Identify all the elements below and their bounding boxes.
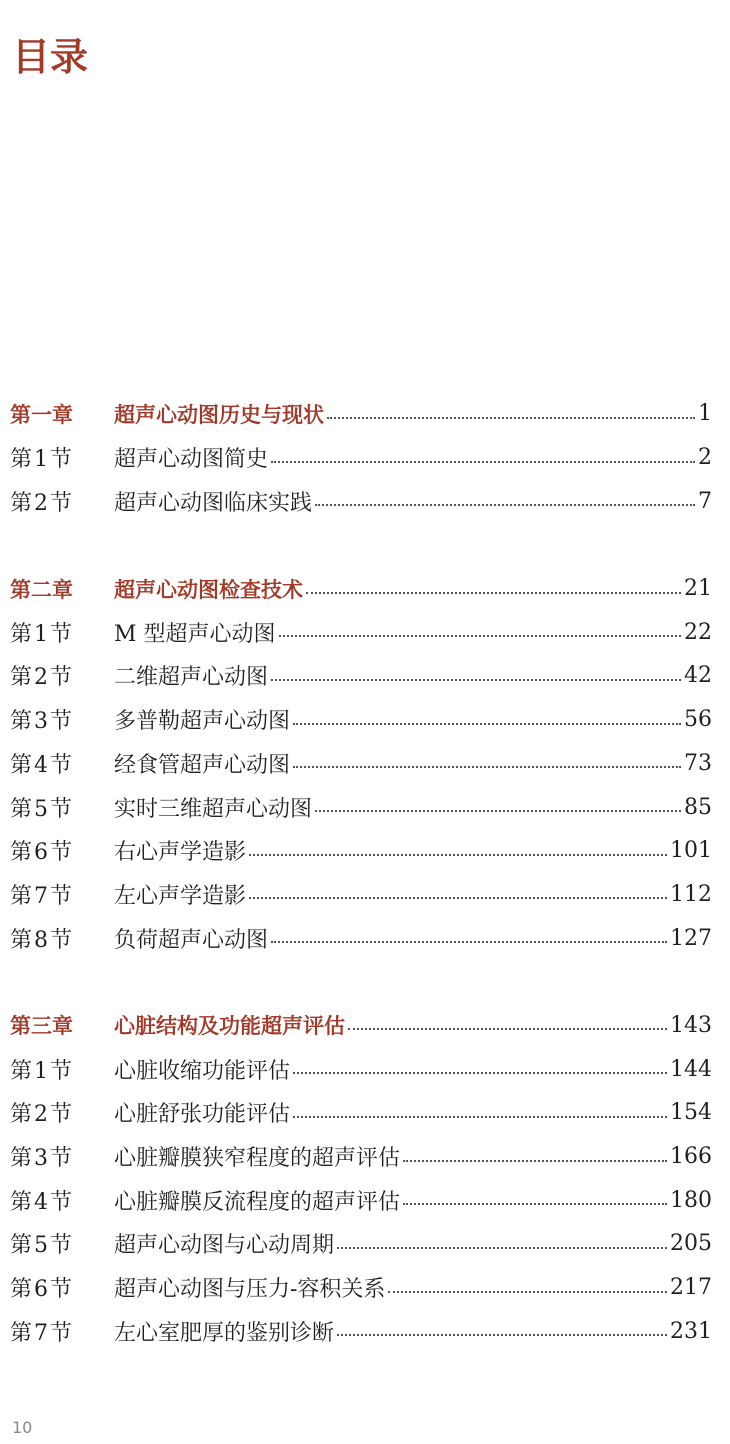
- section-label-suffix: 节: [50, 1189, 73, 1215]
- section-label: [0, 1185, 114, 1216]
- section-label: [0, 1316, 114, 1347]
- section-label-prefix: 第: [10, 490, 33, 516]
- section-entry[interactable]: [0, 785, 730, 829]
- section-title: 左心声学造影: [114, 883, 247, 909]
- section-entry[interactable]: [0, 479, 730, 523]
- dot-leader: [337, 1247, 667, 1249]
- section-page-number: 217: [670, 1275, 712, 1301]
- section-label: [0, 1272, 114, 1303]
- section-title: 超声心动图简史: [114, 447, 269, 473]
- section-entry[interactable]: [0, 1047, 730, 1091]
- section-title: M 型超声心动图: [114, 621, 276, 647]
- dot-leader: [315, 504, 695, 506]
- section-label-suffix: 节: [50, 1102, 73, 1128]
- section-entry[interactable]: [0, 742, 730, 786]
- section-label-suffix: 节: [50, 752, 73, 778]
- section-title: 心脏舒张功能评估: [114, 1102, 291, 1128]
- section-label-prefix: 第: [10, 1146, 33, 1172]
- section-title: 二维超声心动图: [114, 665, 269, 691]
- section-label: [0, 792, 114, 823]
- section-page-number: 180: [670, 1187, 712, 1213]
- section-page-number: 22: [684, 619, 712, 645]
- section-number: 1: [34, 1058, 49, 1084]
- section-title: 左心室肥厚的鉴别诊断: [114, 1320, 335, 1346]
- section-number: 2: [34, 665, 49, 691]
- chapter-page-number: 143: [670, 1012, 712, 1038]
- dot-leader: [337, 1334, 667, 1336]
- dot-leader: [249, 897, 667, 899]
- section-label-suffix: 节: [50, 490, 73, 516]
- section-label-suffix: 节: [50, 447, 73, 473]
- section-label-suffix: 节: [50, 665, 73, 691]
- section-page-number: 7: [698, 488, 712, 514]
- chapter-group: [0, 392, 730, 523]
- section-entry[interactable]: [0, 829, 730, 873]
- section-label-suffix: 节: [50, 1058, 73, 1084]
- table-of-contents: [0, 392, 730, 1397]
- section-title: 超声心动图与心动周期: [114, 1233, 335, 1259]
- dot-leader: [279, 635, 681, 637]
- section-label-prefix: 第: [10, 1189, 33, 1215]
- section-label: [0, 617, 114, 648]
- dot-leader: [249, 854, 667, 856]
- section-title: 超声心动图与压力-容积关系: [114, 1277, 386, 1303]
- section-title: 经食管超声心动图: [114, 752, 291, 778]
- section-page-number: 166: [670, 1144, 712, 1170]
- section-label: [0, 660, 114, 691]
- section-entry[interactable]: [0, 1222, 730, 1266]
- section-label-prefix: 第: [10, 1320, 33, 1346]
- section-label: [0, 835, 114, 866]
- section-label-suffix: 节: [50, 621, 73, 647]
- section-label-prefix: 第: [10, 752, 33, 778]
- section-label-suffix: 节: [50, 796, 73, 822]
- section-label-suffix: 节: [50, 1320, 73, 1346]
- section-entry[interactable]: [0, 610, 730, 654]
- section-page-number: 42: [684, 663, 712, 689]
- section-page-number: 205: [670, 1231, 712, 1257]
- section-title: 多普勒超声心动图: [114, 709, 291, 735]
- section-page-number: 231: [670, 1318, 712, 1344]
- dot-leader: [403, 1160, 667, 1162]
- section-title: 心脏瓣膜狭窄程度的超声评估: [114, 1146, 401, 1172]
- section-label-prefix: 第: [10, 927, 33, 953]
- section-title: 右心声学造影: [114, 840, 247, 866]
- section-label: [0, 442, 114, 473]
- section-title: 心脏收缩功能评估: [114, 1058, 291, 1084]
- chapter-label: 第一章: [10, 402, 73, 427]
- section-page-number: 112: [670, 881, 712, 907]
- page-number: 10: [12, 1418, 33, 1437]
- section-label-prefix: 第: [10, 621, 33, 647]
- chapter-page-number: 1: [698, 401, 712, 427]
- section-number: 6: [34, 840, 49, 866]
- section-entry[interactable]: [0, 873, 730, 917]
- section-number: 1: [34, 447, 49, 473]
- section-title: 心脏瓣膜反流程度的超声评估: [114, 1189, 401, 1215]
- dot-leader: [315, 810, 681, 812]
- section-entry[interactable]: [0, 1135, 730, 1179]
- chapter-entry[interactable]: [0, 1004, 730, 1048]
- section-label: [0, 879, 114, 910]
- section-label-suffix: 节: [50, 1277, 73, 1303]
- chapter-title: 超声心动图检查技术: [114, 577, 303, 602]
- section-entry[interactable]: [0, 1266, 730, 1310]
- section-page-number: 101: [670, 838, 712, 864]
- dot-leader: [271, 941, 667, 943]
- dot-leader: [293, 723, 681, 725]
- section-entry[interactable]: [0, 654, 730, 698]
- dot-leader: [348, 1028, 667, 1030]
- section-label-prefix: 第: [10, 796, 33, 822]
- section-number: 4: [34, 752, 49, 778]
- chapter-label: 第三章: [10, 1014, 73, 1039]
- section-label-prefix: 第: [10, 1102, 33, 1128]
- section-label-suffix: 节: [50, 1233, 73, 1259]
- section-label-suffix: 节: [50, 927, 73, 953]
- section-label-prefix: 第: [10, 709, 33, 735]
- section-label: [0, 923, 114, 954]
- section-number: 8: [34, 927, 49, 953]
- chapter-entry[interactable]: [0, 392, 730, 436]
- chapter-entry[interactable]: [0, 567, 730, 611]
- section-label-prefix: 第: [10, 1233, 33, 1259]
- dot-leader: [388, 1291, 667, 1293]
- section-page-number: 73: [684, 750, 712, 776]
- section-number: 7: [34, 1320, 49, 1346]
- section-number: 5: [34, 1233, 49, 1259]
- section-number: 6: [34, 1277, 49, 1303]
- section-title: 超声心动图临床实践: [114, 490, 313, 516]
- chapter-title: 心脏结构及功能超声评估: [114, 1014, 345, 1039]
- section-entry[interactable]: [0, 1309, 730, 1353]
- page-title: 目录: [12, 35, 89, 80]
- section-number: 7: [34, 883, 49, 909]
- dot-leader: [271, 679, 681, 681]
- section-label-prefix: 第: [10, 840, 33, 866]
- section-label-prefix: 第: [10, 1277, 33, 1303]
- chapter-title: 超声心动图历史与现状: [114, 402, 324, 427]
- section-label-suffix: 节: [50, 840, 73, 866]
- section-label: [0, 1097, 114, 1128]
- section-number: 1: [34, 621, 49, 647]
- dot-leader: [271, 461, 695, 463]
- section-page-number: 2: [698, 445, 712, 471]
- dot-leader: [293, 1072, 667, 1074]
- section-entry[interactable]: [0, 1178, 730, 1222]
- section-label: [0, 1054, 114, 1085]
- chapter-label: 第二章: [10, 577, 73, 602]
- section-label-prefix: 第: [10, 1058, 33, 1084]
- chapter-group: [0, 567, 730, 960]
- section-label: [0, 704, 114, 735]
- section-label-suffix: 节: [50, 1146, 73, 1172]
- dot-leader: [327, 417, 695, 419]
- section-label: [0, 1141, 114, 1172]
- section-entry[interactable]: [0, 436, 730, 480]
- section-number: 3: [34, 1146, 49, 1172]
- section-label-prefix: 第: [10, 447, 33, 473]
- section-number: 4: [34, 1189, 49, 1215]
- section-title: 负荷超声心动图: [114, 927, 269, 953]
- section-label-prefix: 第: [10, 883, 33, 909]
- section-page-number: 56: [684, 707, 712, 733]
- section-title: 实时三维超声心动图: [114, 796, 313, 822]
- chapter-group: [0, 1004, 730, 1354]
- section-label-suffix: 节: [50, 709, 73, 735]
- section-number: 5: [34, 796, 49, 822]
- section-label: [0, 486, 114, 517]
- dot-leader: [306, 592, 681, 594]
- section-entry[interactable]: [0, 1091, 730, 1135]
- chapter-page-number: 21: [684, 576, 712, 602]
- section-label-prefix: 第: [10, 665, 33, 691]
- section-label: [0, 1228, 114, 1259]
- section-label-suffix: 节: [50, 883, 73, 909]
- dot-leader: [293, 1116, 667, 1118]
- section-number: 2: [34, 490, 49, 516]
- section-number: 3: [34, 709, 49, 735]
- section-number: 2: [34, 1102, 49, 1128]
- section-page-number: 154: [670, 1100, 712, 1126]
- dot-leader: [293, 766, 681, 768]
- section-label: [0, 748, 114, 779]
- section-entry[interactable]: [0, 698, 730, 742]
- section-page-number: 85: [684, 794, 712, 820]
- section-page-number: 127: [670, 925, 712, 951]
- dot-leader: [403, 1203, 667, 1205]
- section-page-number: 144: [670, 1056, 712, 1082]
- section-entry[interactable]: [0, 916, 730, 960]
